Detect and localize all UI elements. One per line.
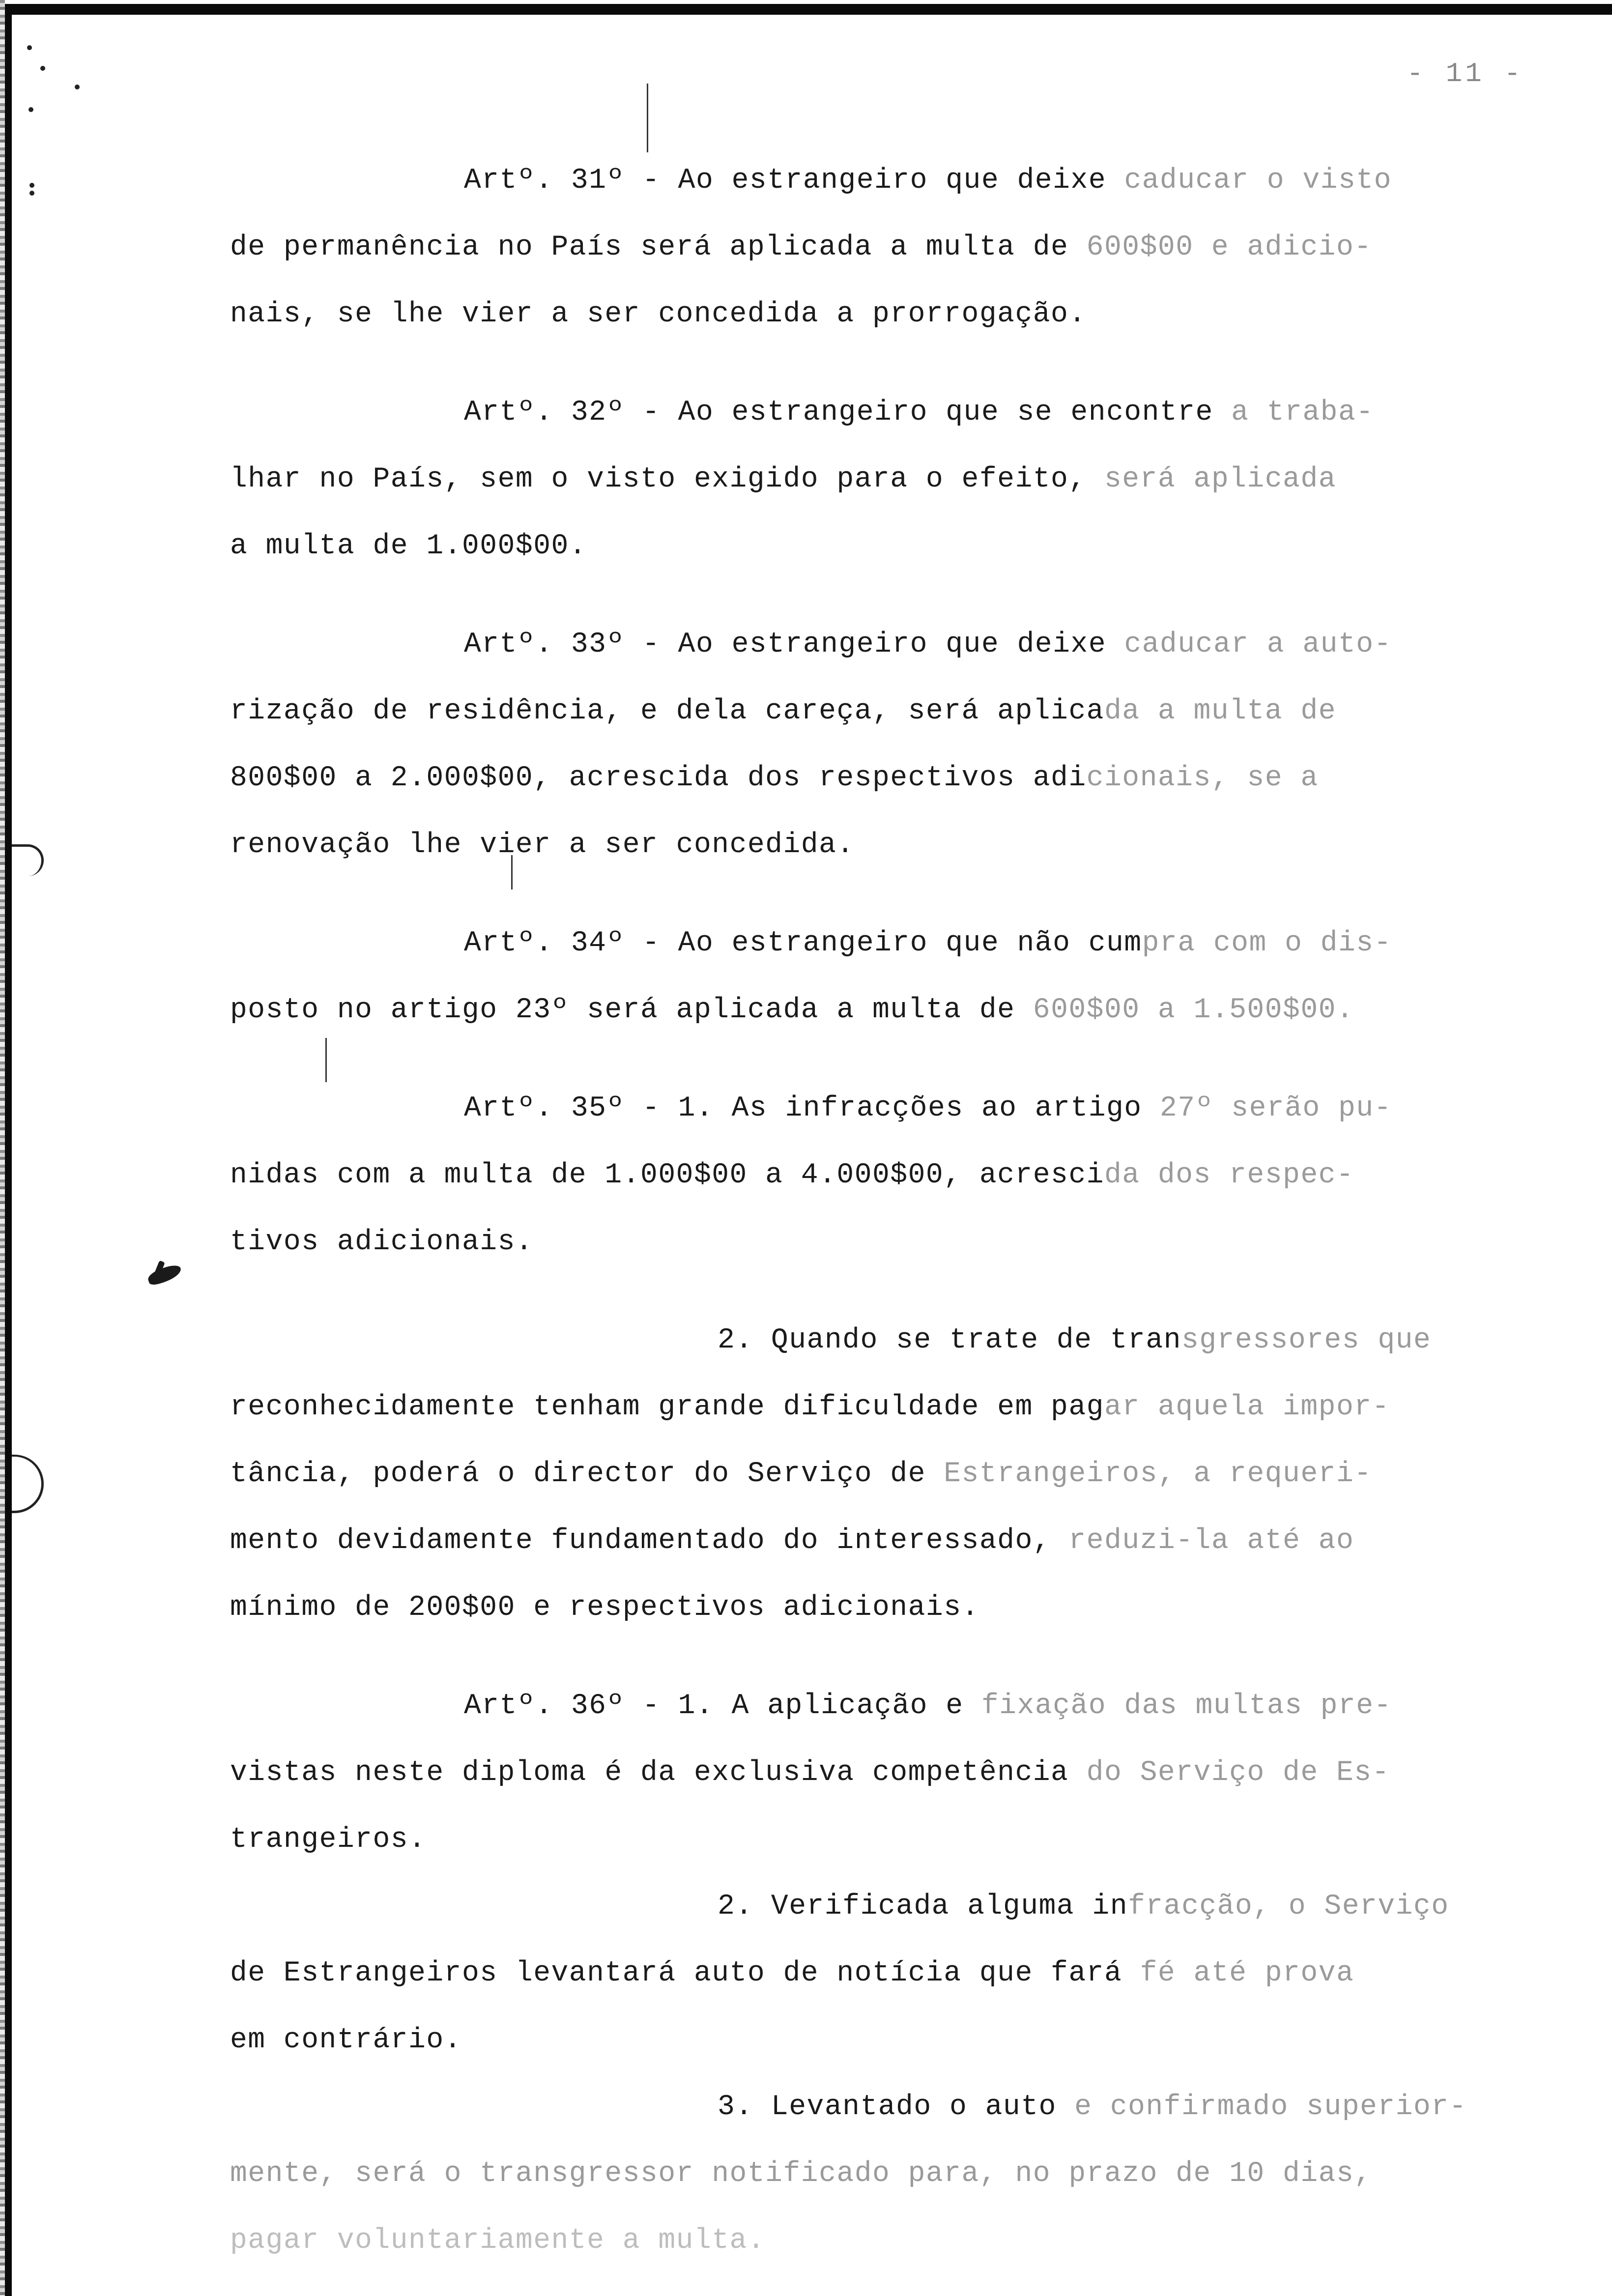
margin-speck xyxy=(29,183,34,188)
text-line: de Estrangeiros levantará auto de notícia que fará fé até prova xyxy=(230,1957,1354,1989)
text-line: lhar no País, sem o visto exigido para o efeito, será aplicada xyxy=(230,463,1336,495)
text-line: mente, será o transgressor notificado para, no prazo de 10 dias, xyxy=(230,2158,1372,2190)
text-line: tância, poderá o director do Serviço de Estrangeiros, a requeri- xyxy=(230,1458,1372,1490)
text-line: de permanência no País será aplicada a multa de 600$00 e adicio- xyxy=(230,231,1372,263)
ink-blot xyxy=(146,1263,183,1287)
punch-hole-mark xyxy=(12,1455,44,1513)
text-line: Artº. 32º - Ao estrangeiro que se encontre a traba- xyxy=(464,397,1374,429)
margin-speck xyxy=(75,85,80,89)
article-35-item-2 xyxy=(230,1307,1537,1641)
text-line: 2. Quando se trate de transgressores que xyxy=(718,1324,1432,1356)
article-35 xyxy=(230,1075,1537,1641)
text-line: tivos adicionais. xyxy=(230,1226,534,1258)
article-32 xyxy=(230,379,1537,580)
text-line: reconhecidamente tenham grande dificuldade em pagar aquela impor- xyxy=(230,1391,1390,1423)
text-line: posto no artigo 23º será aplicada a multa de 600$00 a 1.500$00. xyxy=(230,994,1354,1026)
text-line: 2. Verificada alguma infracção, o Serviço xyxy=(718,1891,1449,1923)
article-36 xyxy=(230,1673,1537,2274)
document-body xyxy=(230,147,1537,2274)
text-line: em contrário. xyxy=(230,2024,462,2056)
article-36-item-2 xyxy=(230,1873,1537,2074)
scan-border-top xyxy=(5,4,1612,15)
text-line: vistas neste diploma é da exclusiva competência do Serviço de Es- xyxy=(230,1757,1390,1789)
text-line: pagar voluntariamente a multa. xyxy=(230,2225,766,2257)
text-line: nais, se lhe vier a ser concedida a prorrogação. xyxy=(230,298,1087,330)
margin-speck xyxy=(29,107,33,112)
article-31 xyxy=(230,147,1537,348)
text-line: 800$00 a 2.000$00, acrescida dos respectivos adicionais, se a xyxy=(230,762,1319,794)
scan-edge xyxy=(0,0,5,2296)
scan-border-left xyxy=(5,4,12,2296)
text-line: renovação lhe vier a ser concedida. xyxy=(230,829,855,861)
text-line: trangeiros. xyxy=(230,1824,427,1856)
text-line: nidas com a multa de 1.000$00 a 4.000$00, acrescida dos respec- xyxy=(230,1159,1354,1191)
margin-speck xyxy=(29,191,34,196)
text-line: Artº. 33º - Ao estrangeiro que deixe caducar a auto- xyxy=(464,629,1392,660)
text-line: 3. Levantado o auto e confirmado superior- xyxy=(718,2091,1467,2123)
margin-speck xyxy=(40,66,45,71)
text-line: Artº. 31º - Ao estrangeiro que deixe caducar o visto xyxy=(464,165,1392,197)
page-number: - 11 - xyxy=(1407,58,1524,89)
punch-hole-mark xyxy=(12,844,44,876)
margin-speck xyxy=(27,45,32,50)
text-line: a multa de 1.000$00. xyxy=(230,530,587,562)
text-line: Artº. 36º - 1. A aplicação e fixação das multas pre- xyxy=(464,1690,1392,1722)
pencil-mark xyxy=(647,84,648,152)
article-33 xyxy=(230,611,1537,879)
text-line: mento devidamente fundamentado do interessado, reduzi-la até ao xyxy=(230,1525,1354,1557)
article-34 xyxy=(230,910,1537,1044)
text-line: Artº. 34º - Ao estrangeiro que não cumpra com o dis- xyxy=(464,927,1392,959)
text-line: mínimo de 200$00 e respectivos adicionais. xyxy=(230,1592,979,1624)
text-line: Artº. 35º - 1. As infracções ao artigo 27º serão pu- xyxy=(464,1092,1392,1124)
text-line: rização de residência, e dela careça, será aplicada a multa de xyxy=(230,695,1336,727)
article-36-item-3 xyxy=(230,2074,1537,2274)
